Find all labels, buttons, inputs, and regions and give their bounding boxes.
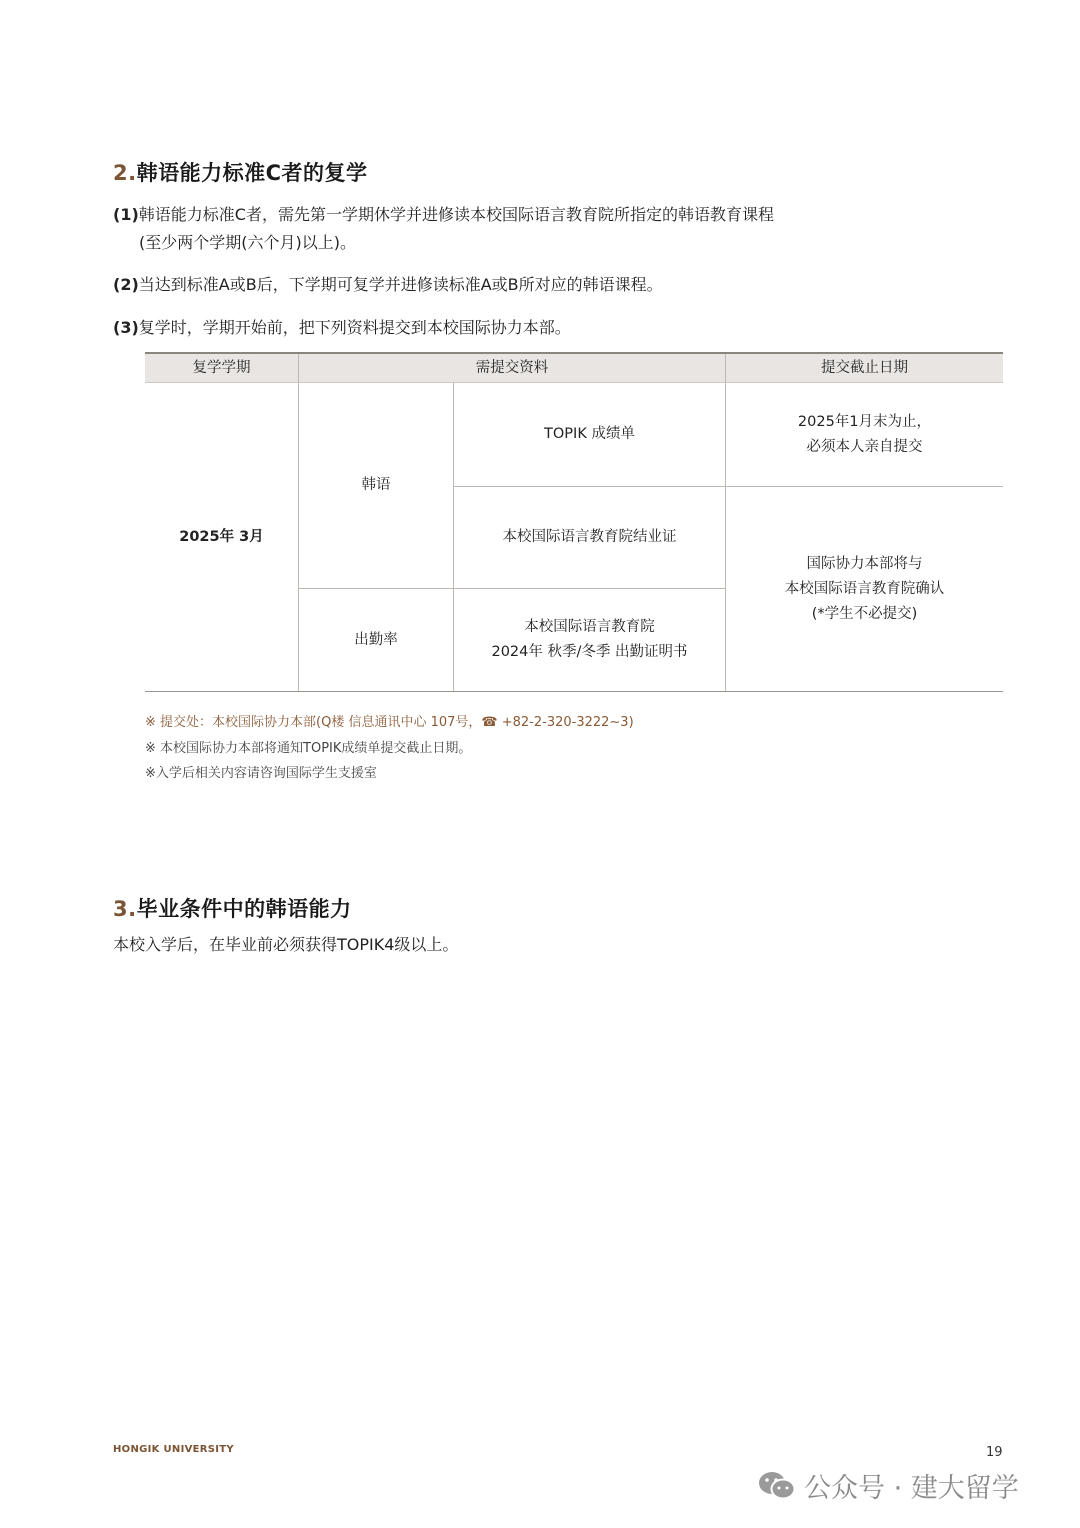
- page-number: 19: [986, 1445, 1003, 1460]
- cell-doc-certificate: 本校国际语言教育院结业证: [502, 529, 677, 545]
- header-deadline: 提交截止日期: [821, 359, 908, 376]
- section-3-number: 3.: [113, 897, 137, 921]
- cell-doc-topik: TOPIK 成绩单: [544, 426, 635, 442]
- cell-doc-attendance: [454, 589, 725, 691]
- item-2: [113, 271, 663, 298]
- item-1-line-2: (至少两个学期(六个月)以上)。: [139, 233, 356, 252]
- deadline-2-line-3: (*学生不必提交): [811, 605, 918, 622]
- deadline-1-line-2: 必须本人亲自提交: [806, 438, 923, 455]
- header-documents: 需提交资料: [475, 359, 549, 376]
- item-3-label: (3): [113, 318, 139, 337]
- item-2-label: (2): [113, 275, 139, 294]
- cell-deadline-confirm: [726, 487, 1003, 691]
- item-2-text: 当达到标准A或B后，下学期可复学并进修读标准A或B所对应的韩语课程。: [138, 275, 663, 294]
- note-topik-deadline: ※ 本校国际协力本部将通知TOPIK成绩单提交截止日期。: [145, 741, 472, 756]
- section-2-title: 韩语能力标准C者的复学: [136, 161, 368, 185]
- header-semester: 复学学期: [192, 359, 251, 376]
- section-2-number: 2.: [113, 161, 137, 185]
- cell-semester: 2025年 3月: [179, 528, 264, 545]
- deadline-2-line-2: 本校国际语言教育院确认: [784, 580, 945, 597]
- note-student-support: ※入学后相关内容请咨询国际学生支援室: [145, 766, 377, 781]
- section-2-heading: [113, 157, 368, 187]
- item-1-label: (1): [113, 205, 139, 224]
- table-bottom-border: [145, 691, 1003, 692]
- readmission-documents-table: [145, 352, 1003, 692]
- watermark: [758, 1466, 1019, 1505]
- deadline-2-line-1: 国际协力本部将与: [806, 555, 923, 572]
- deadline-1-line-1: 2025年1月末为止，: [797, 413, 932, 430]
- note-submission-office: ※ 提交处：本校国际协力本部(Q楼 信息通讯中心 107号，☎ +82-2-320-3222~3): [145, 715, 634, 730]
- doc-attendance-line-1: 本校国际语言教育院: [524, 619, 655, 635]
- footer-university: HONGIK UNIVERSITY: [113, 1444, 234, 1455]
- wechat-icon: [758, 1470, 796, 1502]
- section-3-heading: [113, 893, 352, 923]
- item-1-line-1: 韩语能力标准C者，需先第一学期休学并进修读本校国际语言教育院所指定的韩语教育课程: [138, 205, 774, 224]
- cell-deadline-topik: [726, 383, 1003, 486]
- cell-category-attendance: 出勤率: [354, 631, 398, 648]
- doc-attendance-line-2: 2024年 秋季/冬季 出勤证明书: [491, 644, 688, 660]
- section-3-text: 本校入学后，在毕业前必须获得TOPIK4级以上。: [113, 935, 459, 954]
- watermark-text: 公众号 · 建大留学: [804, 1473, 1019, 1504]
- item-3: [113, 314, 571, 341]
- cell-category-korean: 韩语: [361, 477, 391, 493]
- item-3-text: 复学时，学期开始前，把下列资料提交到本校国际协力本部。: [138, 318, 571, 337]
- item-1: [113, 201, 774, 228]
- section-3-title: 毕业条件中的韩语能力: [136, 897, 352, 921]
